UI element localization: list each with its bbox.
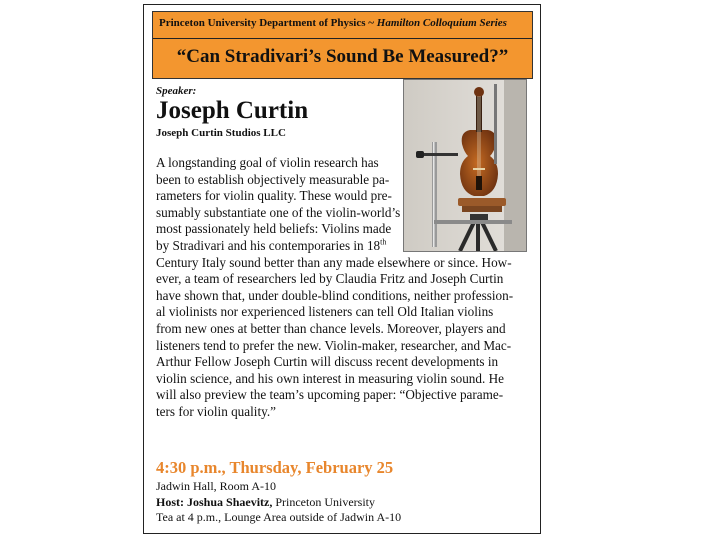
header-divider bbox=[153, 38, 532, 39]
abstract-line: have shown that, under double-blind conditions, neither profession- bbox=[156, 287, 514, 303]
talk-title: “Can Stradivari’s Sound Be Measured?” bbox=[176, 46, 509, 67]
event-location: Jadwin Hall, Room A-10 bbox=[156, 479, 276, 493]
abstract-line: al violinists nor experienced listeners can tell Old Italian violins bbox=[156, 304, 494, 320]
abstract-line: most passionately held beliefs: Violins made bbox=[156, 221, 392, 237]
separator: ~ bbox=[368, 17, 375, 29]
abstract-line: violin science, and his own interest in measuring violin sound. He bbox=[156, 370, 504, 386]
abstract-line-text: by Stradivari and his contemporaries in 18 bbox=[156, 237, 381, 253]
talk-abstract bbox=[156, 155, 531, 421]
abstract-line: A longstanding goal of violin research has bbox=[156, 155, 379, 170]
abstract-line: from new ones at better than chance levels. Moreover, players and bbox=[156, 320, 506, 336]
poster-header bbox=[152, 11, 533, 79]
abstract-line: been to establish objectively measurable pa- bbox=[156, 171, 390, 187]
abstract-line: ever, a team of researchers led by Claudia Fritz and Joseph Curtin bbox=[156, 271, 504, 287]
event-details bbox=[156, 479, 401, 526]
department-line bbox=[159, 17, 507, 29]
event-host bbox=[156, 495, 401, 511]
abstract-line: Century Italy sound better than any made elsewhere or since. How- bbox=[156, 254, 512, 270]
department-name: Princeton University Department of Physics bbox=[159, 17, 366, 29]
speaker-label: Speaker: bbox=[156, 85, 197, 97]
host-label: Host: Joshua Shaevitz, bbox=[156, 494, 273, 509]
abstract-line: Arthur Fellow Joseph Curtin will discuss recent developments in bbox=[156, 354, 499, 370]
speaker-affiliation: Joseph Curtin Studios LLC bbox=[156, 127, 286, 139]
event-tea: Tea at 4 p.m., Lounge Area outside of Jadwin A-10 bbox=[156, 510, 402, 524]
abstract-line: listeners tend to prefer the new. Violin-maker, researcher, and Mac- bbox=[156, 337, 512, 353]
abstract-line: ters for violin quality.” bbox=[156, 403, 277, 419]
abstract-line bbox=[156, 238, 531, 255]
speaker-name: Joseph Curtin bbox=[156, 97, 309, 124]
host-affiliation: Princeton University bbox=[272, 494, 375, 509]
ordinal-superscript: th bbox=[380, 237, 387, 247]
event-time: 4:30 p.m., Thursday, February 25 bbox=[156, 458, 394, 477]
abstract-line: sumably substantiate one of the violin-world’s bbox=[156, 204, 401, 220]
colloquium-poster bbox=[143, 4, 541, 534]
series-name: Hamilton Colloquium Series bbox=[376, 17, 507, 29]
abstract-line: will also preview the team’s upcoming paper: “Objective parame- bbox=[156, 387, 504, 403]
abstract-line: rameters for violin quality. These would pre- bbox=[156, 188, 392, 204]
